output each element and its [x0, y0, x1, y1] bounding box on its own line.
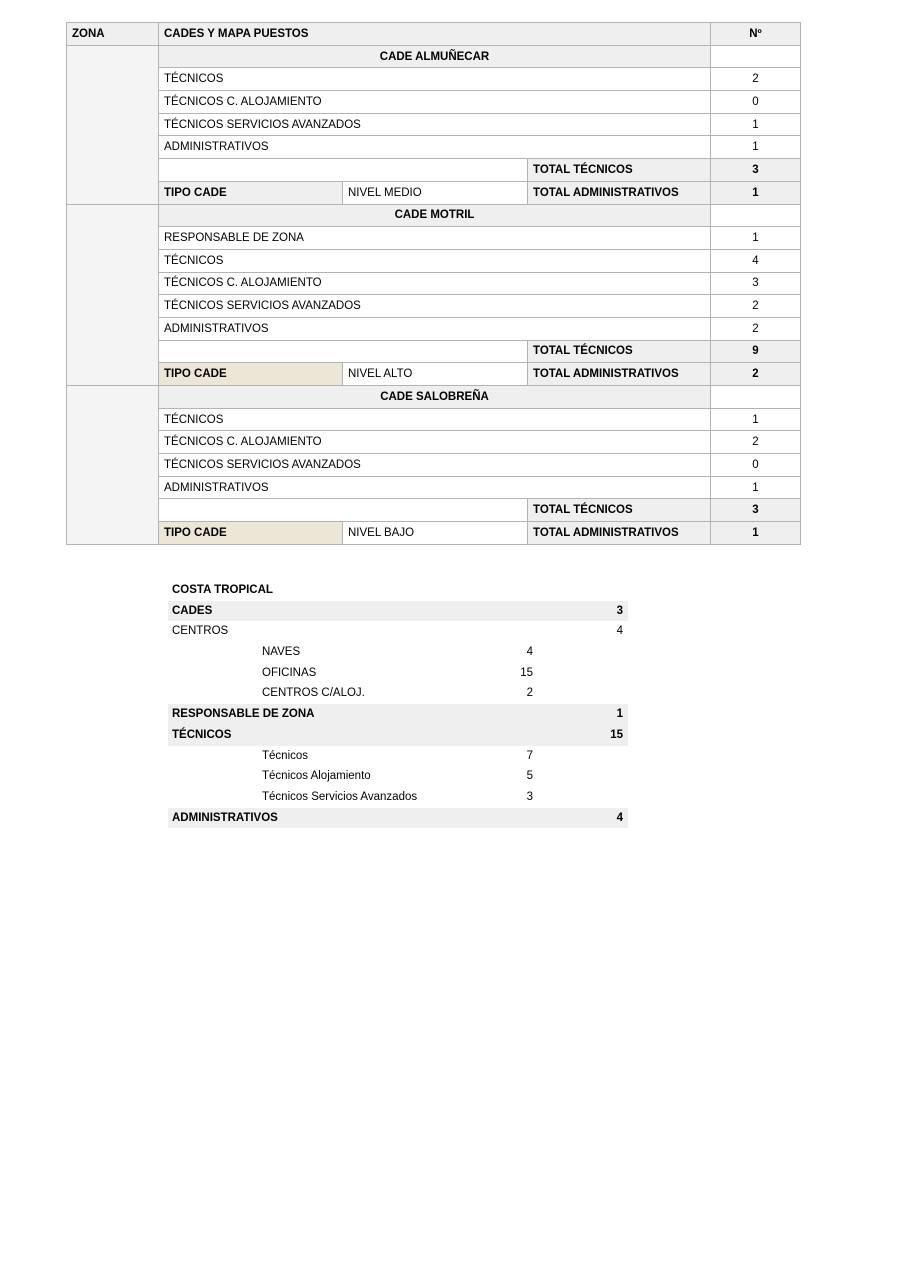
- summary-row-value: 15: [520, 666, 533, 679]
- total-tecnicos-value: 3: [711, 159, 801, 182]
- summary-row-value: 3: [616, 604, 623, 617]
- table-row: [67, 295, 801, 318]
- total-tecnicos-row: [67, 499, 801, 522]
- row-label: TÉCNICOS SERVICIOS AVANZADOS: [159, 295, 711, 318]
- total-tecnicos-label: TOTAL TÉCNICOS: [528, 499, 711, 522]
- numero-column-header: Nº: [711, 23, 801, 46]
- row-value: 2: [711, 431, 801, 454]
- summary-row-label: CENTROS: [172, 625, 229, 638]
- row-label: TÉCNICOS C. ALOJAMIENTO: [159, 91, 711, 114]
- summary-row-value: 3: [526, 790, 533, 803]
- empty-cell: [159, 340, 528, 363]
- row-value: 3: [711, 272, 801, 295]
- tipo-cade-row: [67, 181, 801, 204]
- total-tecnicos-label: TOTAL TÉCNICOS: [528, 159, 711, 182]
- table-row: [67, 91, 801, 114]
- row-value: 1: [711, 476, 801, 499]
- total-administrativos-value: 1: [711, 522, 801, 545]
- table-row: [67, 68, 801, 91]
- zona-cell-motril: [67, 204, 159, 386]
- row-label: RESPONSABLE DE ZONA: [159, 227, 711, 250]
- costa-tropical-summary: [168, 580, 628, 828]
- table-header-row: [67, 23, 801, 46]
- summary-row-label: NAVES: [262, 646, 301, 659]
- tipo-cade-label: TIPO CADE: [159, 363, 343, 386]
- total-administrativos-value: 2: [711, 363, 801, 386]
- nivel-value: NIVEL MEDIO: [343, 181, 528, 204]
- table-row: [67, 113, 801, 136]
- table-row: [67, 317, 801, 340]
- summary-row: [168, 787, 628, 808]
- total-tecnicos-row: [67, 340, 801, 363]
- row-label: TÉCNICOS: [159, 408, 711, 431]
- total-tecnicos-row: [67, 159, 801, 182]
- cades-table: [66, 22, 801, 545]
- summary-row-label: CADES: [172, 604, 213, 617]
- row-label: TÉCNICOS SERVICIOS AVANZADOS: [159, 113, 711, 136]
- row-value: 2: [711, 317, 801, 340]
- row-value: 1: [711, 113, 801, 136]
- summary-row-label: Técnicos: [262, 749, 309, 762]
- summary-row: [168, 663, 628, 684]
- row-label: TÉCNICOS: [159, 249, 711, 272]
- row-value: 4: [711, 249, 801, 272]
- row-value: 0: [711, 454, 801, 477]
- summary-row: [168, 704, 628, 725]
- row-value: 0: [711, 91, 801, 114]
- table-row: [67, 249, 801, 272]
- table-row: [67, 431, 801, 454]
- summary-row-value: 2: [526, 687, 533, 700]
- empty-cell: [711, 204, 801, 227]
- tipo-cade-row: [67, 522, 801, 545]
- total-administrativos-label: TOTAL ADMINISTRATIVOS: [528, 181, 711, 204]
- zona-cell-almunecar: [67, 45, 159, 204]
- summary-row-value: 5: [526, 770, 533, 783]
- summary-row-label: OFICINAS: [262, 666, 317, 679]
- empty-cell: [159, 159, 528, 182]
- summary-row-label: Técnicos Servicios Avanzados: [262, 790, 418, 803]
- table-title: CADES Y MAPA PUESTOS: [159, 23, 711, 46]
- nivel-value: NIVEL ALTO: [343, 363, 528, 386]
- summary-row: [168, 746, 628, 767]
- row-value: 1: [711, 136, 801, 159]
- summary-row: [168, 601, 628, 622]
- summary-row-value: 15: [610, 728, 623, 741]
- table-row: [67, 272, 801, 295]
- summary-row-label: ADMINISTRATIVOS: [172, 811, 278, 824]
- zona-cell-salobrena: [67, 386, 159, 545]
- row-label: ADMINISTRATIVOS: [159, 136, 711, 159]
- row-value: 2: [711, 295, 801, 318]
- total-administrativos-value: 1: [711, 181, 801, 204]
- row-label: TÉCNICOS C. ALOJAMIENTO: [159, 431, 711, 454]
- summary-row-value: 7: [526, 749, 533, 762]
- tipo-cade-row: [67, 363, 801, 386]
- total-tecnicos-value: 9: [711, 340, 801, 363]
- summary-row-value: 4: [526, 646, 533, 659]
- row-label: ADMINISTRATIVOS: [159, 317, 711, 340]
- empty-cell: [159, 499, 528, 522]
- section-header-row: [67, 386, 801, 409]
- table-row: [67, 454, 801, 477]
- row-value: 2: [711, 68, 801, 91]
- empty-cell: [711, 45, 801, 68]
- summary-row-value: 4: [616, 811, 623, 824]
- summary-row-label: Técnicos Alojamiento: [262, 770, 371, 783]
- section-header-row: [67, 45, 801, 68]
- summary-row: [168, 642, 628, 663]
- nivel-value: NIVEL BAJO: [343, 522, 528, 545]
- summary-row-value: 4: [616, 625, 623, 638]
- table-row: [67, 408, 801, 431]
- summary-row: [168, 725, 628, 746]
- row-value: 1: [711, 227, 801, 250]
- summary-row-label: CENTROS C/ALOJ.: [262, 687, 365, 700]
- table-row: [67, 227, 801, 250]
- total-tecnicos-value: 3: [711, 499, 801, 522]
- section-header-row: [67, 204, 801, 227]
- empty-cell: [711, 386, 801, 409]
- summary-row-value: 1: [616, 708, 623, 721]
- total-administrativos-label: TOTAL ADMINISTRATIVOS: [528, 522, 711, 545]
- zona-column-header: ZONA: [67, 23, 159, 46]
- row-label: TÉCNICOS SERVICIOS AVANZADOS: [159, 454, 711, 477]
- summary-title: COSTA TROPICAL: [172, 584, 273, 596]
- section-title-motril: CADE MOTRIL: [159, 204, 711, 227]
- table-row: [67, 476, 801, 499]
- section-title-almunecar: CADE ALMUÑECAR: [159, 45, 711, 68]
- total-tecnicos-label: TOTAL TÉCNICOS: [528, 340, 711, 363]
- summary-row: [168, 683, 628, 704]
- row-label: ADMINISTRATIVOS: [159, 476, 711, 499]
- summary-row: [168, 808, 628, 829]
- row-label: TÉCNICOS C. ALOJAMIENTO: [159, 272, 711, 295]
- tipo-cade-label: TIPO CADE: [159, 181, 343, 204]
- summary-row-label: RESPONSABLE DE ZONA: [172, 708, 315, 721]
- section-title-salobrena: CADE SALOBREÑA: [159, 386, 711, 409]
- summary-row: [168, 766, 628, 787]
- row-label: TÉCNICOS: [159, 68, 711, 91]
- total-administrativos-label: TOTAL ADMINISTRATIVOS: [528, 363, 711, 386]
- table-row: [67, 136, 801, 159]
- summary-row: [168, 621, 628, 642]
- tipo-cade-label: TIPO CADE: [159, 522, 343, 545]
- row-value: 1: [711, 408, 801, 431]
- summary-row-label: TÉCNICOS: [172, 728, 232, 741]
